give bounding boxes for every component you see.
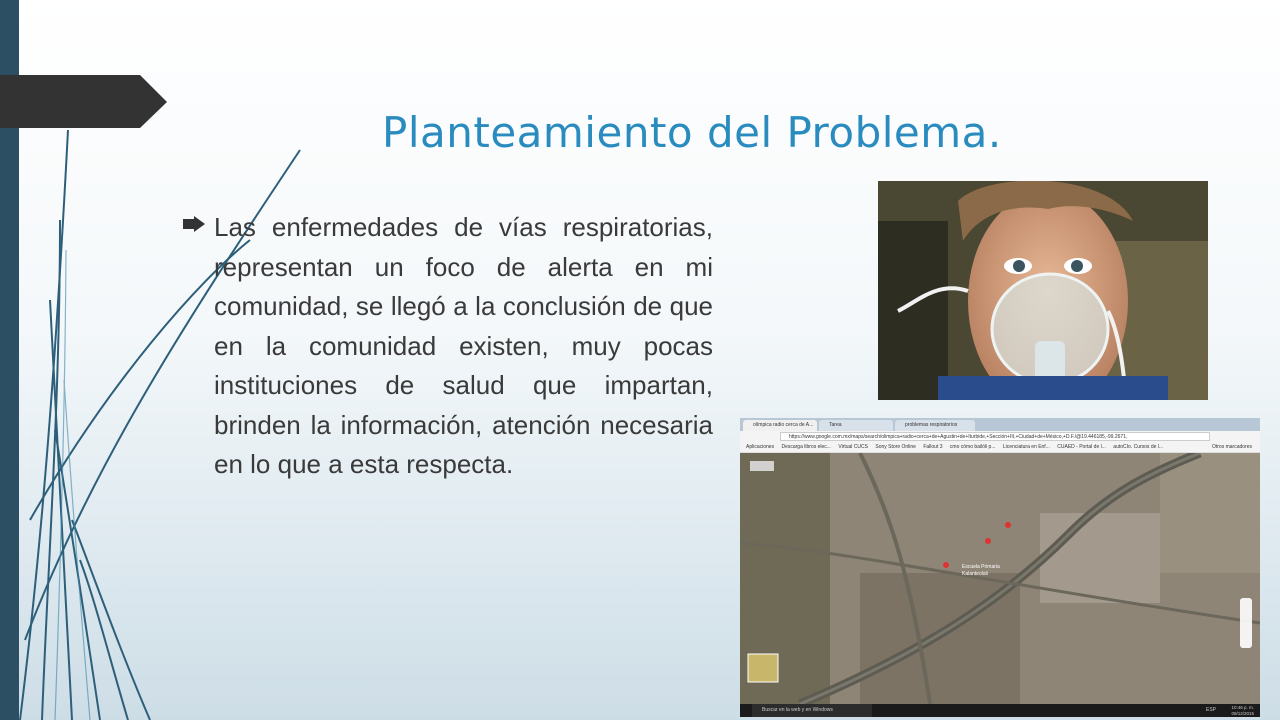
browser-url-bar [740, 431, 1260, 442]
bookmark-item[interactable]: cmo cómo bailóli p... [949, 444, 996, 450]
bookmark-item[interactable]: Descarga libros elec... [781, 444, 831, 450]
browser-tab[interactable]: olímpica radio cerca de A... [743, 420, 817, 431]
bookmark-item[interactable]: Aplicaciones [746, 444, 775, 450]
bookmark-item[interactable]: Fallout 3 [923, 444, 943, 450]
slide-title: Planteamiento del Problema. [382, 108, 1002, 157]
satellite-map[interactable] [740, 453, 1260, 704]
map-label: Escuela Primaria [962, 564, 1000, 570]
address-input[interactable]: https://www.google.com.mx/maps/search/olimpica+radio+cerca+de+Agustin+de+Iturbide,+Sección+III,+Ciudad+de+México,+D.F./@19.446185,-99.2671, [780, 432, 1210, 441]
bookmark-item[interactable]: Licenciatura en Enf... [1002, 444, 1050, 450]
bookmark-item[interactable]: Sony Store Online [875, 444, 916, 450]
photo-illustration [878, 181, 1208, 400]
windows-taskbar [740, 704, 1260, 717]
bullet-list [183, 208, 713, 485]
other-bookmarks[interactable]: Otros marcadores [1211, 444, 1252, 450]
browser-tab[interactable]: Tarea [819, 420, 893, 431]
bookmarks-bar [740, 442, 1260, 453]
satellite-map-image [740, 453, 1260, 704]
map-label: Kalanteolali [962, 571, 988, 577]
child-oxygen-mask-photo [878, 181, 1208, 400]
taskbar-language[interactable]: ESP [1205, 707, 1216, 713]
browser-tabbar [740, 418, 1260, 431]
taskbar-time: 10:46 p. m. [1231, 705, 1254, 710]
browser-tab[interactable]: problemas respiratorios [895, 420, 975, 431]
bookmark-item[interactable]: autoCIo. Cursos de l... [1113, 444, 1164, 450]
title-tab-shape [0, 75, 170, 129]
taskbar-search[interactable]: Buscar en la web y en Windows [752, 704, 872, 717]
maps-screenshot [740, 418, 1260, 717]
bookmark-item[interactable]: Virtual CUCS [838, 444, 868, 450]
bullet-item: Las enfermedades de vías respiratorias, representan un foco de alerta en mi comunidad, se llegó a la conclusión de que en la comunidad existen, muy pocas instituciones de salud que impartan, brinden la información, atención necesaria en lo que a esta respecta. [214, 212, 713, 479]
bookmark-item[interactable]: CUAED - Portal de l... [1057, 444, 1106, 450]
taskbar-date: 09/12/2015 [1231, 710, 1254, 716]
taskbar-clock[interactable] [1231, 705, 1254, 716]
arrow-bullet-icon [183, 216, 205, 232]
